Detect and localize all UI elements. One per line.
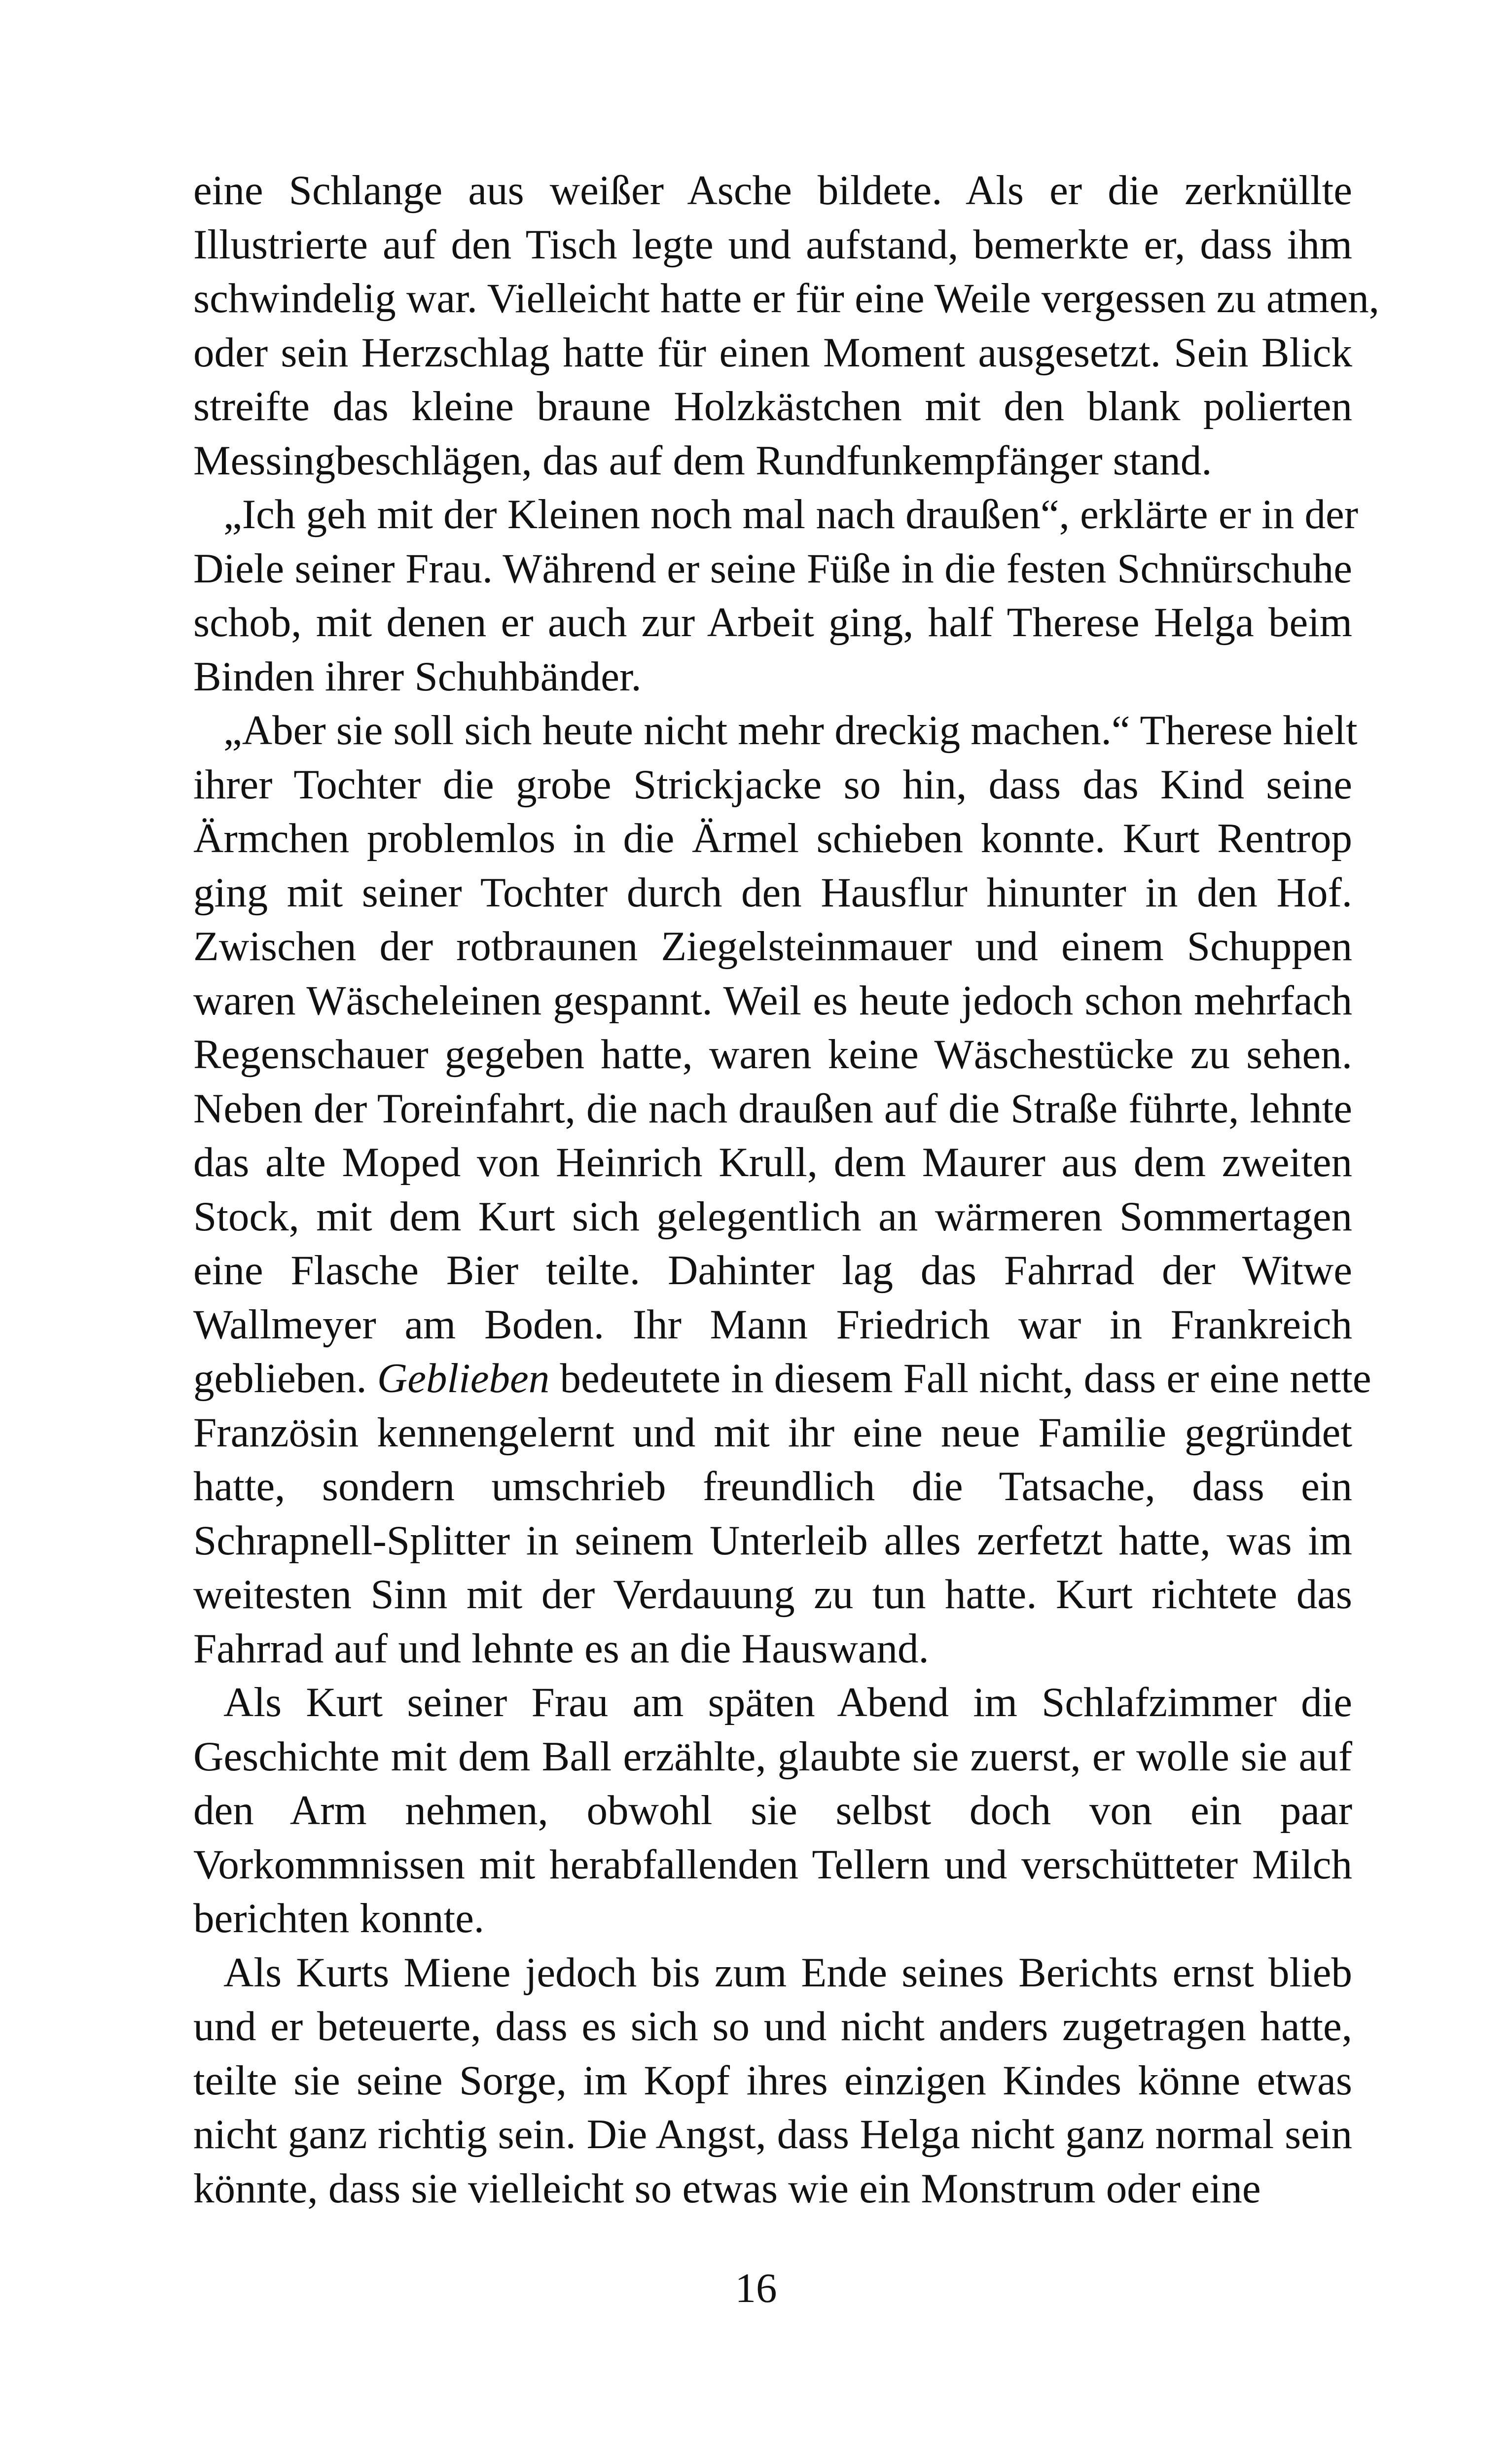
text-line: Geschichte mit dem Ball erzählte, glaubte sie zuerst, er wolle sie auf xyxy=(193,1733,1352,1780)
text-line: und er beteuerte, dass es sich so und nicht anders zugetragen hatte, xyxy=(193,2003,1352,2049)
text-line: könnte, dass sie vielleicht so etwas wie ein Monstrum oder eine xyxy=(193,2165,1261,2212)
text-line: eine Schlange aus weißer Asche bildete. Als er die zerknüllte xyxy=(193,167,1352,214)
text-line: Als Kurt seiner Frau am späten Abend im Schlafzimmer die xyxy=(223,1679,1352,1726)
text-line: Als Kurts Miene jedoch bis zum Ende seines Berichts ernst blieb xyxy=(223,1949,1352,1996)
text-line: Zwischen der rotbraunen Ziegelsteinmauer und einem Schuppen xyxy=(193,923,1352,970)
paragraph xyxy=(193,1676,1352,1946)
text-line: schwindelig war. Vielleicht hatte er für eine Weile vergessen zu atmen, xyxy=(193,275,1379,322)
text-line: Diele seiner Frau. Während er seine Füße in die festen Schnürschuhe xyxy=(193,545,1352,592)
page-number: 16 xyxy=(735,2265,777,2311)
text-line: waren Wäscheleinen gespannt. Weil es heute jedoch schon mehrfach xyxy=(193,977,1352,1024)
book-page-body xyxy=(193,164,1379,2216)
text-line: Neben der Toreinfahrt, die nach draußen auf die Straße führte, lehnte xyxy=(193,1085,1352,1132)
text-line: eine Flasche Bier teilte. Dahinter lag das Fahrrad der Witwe xyxy=(193,1247,1352,1294)
text-line: berichten konnte. xyxy=(193,1895,485,1942)
text-line: nicht ganz richtig sein. Die Angst, dass Helga nicht ganz normal sein xyxy=(193,2111,1352,2157)
text-line: Schrapnell-Splitter in seinem Unterleib alles zerfetzt hatte, was im xyxy=(193,1517,1352,1564)
paragraph xyxy=(193,488,1359,704)
paragraph xyxy=(193,704,1371,1676)
text-line: Wallmeyer am Boden. Ihr Mann Friedrich war in Frankreich xyxy=(193,1301,1352,1348)
text-line: oder sein Herzschlag hatte für einen Moment ausgesetzt. Sein Blick xyxy=(193,329,1352,376)
text-line: schob, mit denen er auch zur Arbeit ging, half Therese Helga beim xyxy=(193,599,1352,646)
paragraph xyxy=(193,164,1379,488)
text-line: Regenschauer gegeben hatte, waren keine Wäschestücke zu sehen. xyxy=(193,1031,1352,1078)
text-line: Stock, mit dem Kurt sich gelegentlich an wärmeren Sommertagen xyxy=(193,1193,1352,1240)
paragraph xyxy=(193,1946,1352,2216)
text-line: hatte, sondern umschrieb freundlich die Tatsache, dass ein xyxy=(193,1463,1352,1510)
text-line: teilte sie seine Sorge, im Kopf ihres einzigen Kindes könne etwas xyxy=(193,2057,1352,2104)
text-line: Vorkommnissen mit herabfallenden Tellern und verschütteter Milch xyxy=(193,1841,1352,1888)
text-line: ihrer Tochter die grobe Strickjacke so hin, dass das Kind seine xyxy=(193,761,1352,808)
text-line: das alte Moped von Heinrich Krull, dem Maurer aus dem zweiten xyxy=(193,1139,1352,1186)
text-line: Illustrierte auf den Tisch legte und aufstand, bemerkte er, dass ihm xyxy=(193,221,1352,268)
text-line: Messingbeschlägen, das auf dem Rundfunkempfänger stand. xyxy=(193,437,1212,484)
text-line: Binden ihrer Schuhbänder. xyxy=(193,653,642,700)
text-line: geblieben. Geblieben bedeutete in diesem Fall nicht, dass er eine nette xyxy=(193,1355,1371,1402)
text-line: den Arm nehmen, obwohl sie selbst doch von ein paar xyxy=(193,1787,1352,1834)
text-line: „Ich geh mit der Kleinen noch mal nach draußen“, erklärte er in der xyxy=(223,491,1359,538)
text-line: weitesten Sinn mit der Verdauung zu tun hatte. Kurt richtete das xyxy=(193,1571,1352,1618)
text-line: Ärmchen problemlos in die Ärmel schieben konnte. Kurt Rentrop xyxy=(193,815,1352,862)
text-line: streifte das kleine braune Holzkästchen mit den blank polierten xyxy=(193,383,1352,430)
text-line: ging mit seiner Tochter durch den Hausflur hinunter in den Hof. xyxy=(193,869,1352,916)
text-line: Französin kennengelernt und mit ihr eine neue Familie gegründet xyxy=(193,1409,1352,1456)
text-line: Fahrrad auf und lehnte es an die Hauswand. xyxy=(193,1625,929,1672)
text-line: „Aber sie soll sich heute nicht mehr dreckig machen.“ Therese hielt xyxy=(223,707,1358,754)
